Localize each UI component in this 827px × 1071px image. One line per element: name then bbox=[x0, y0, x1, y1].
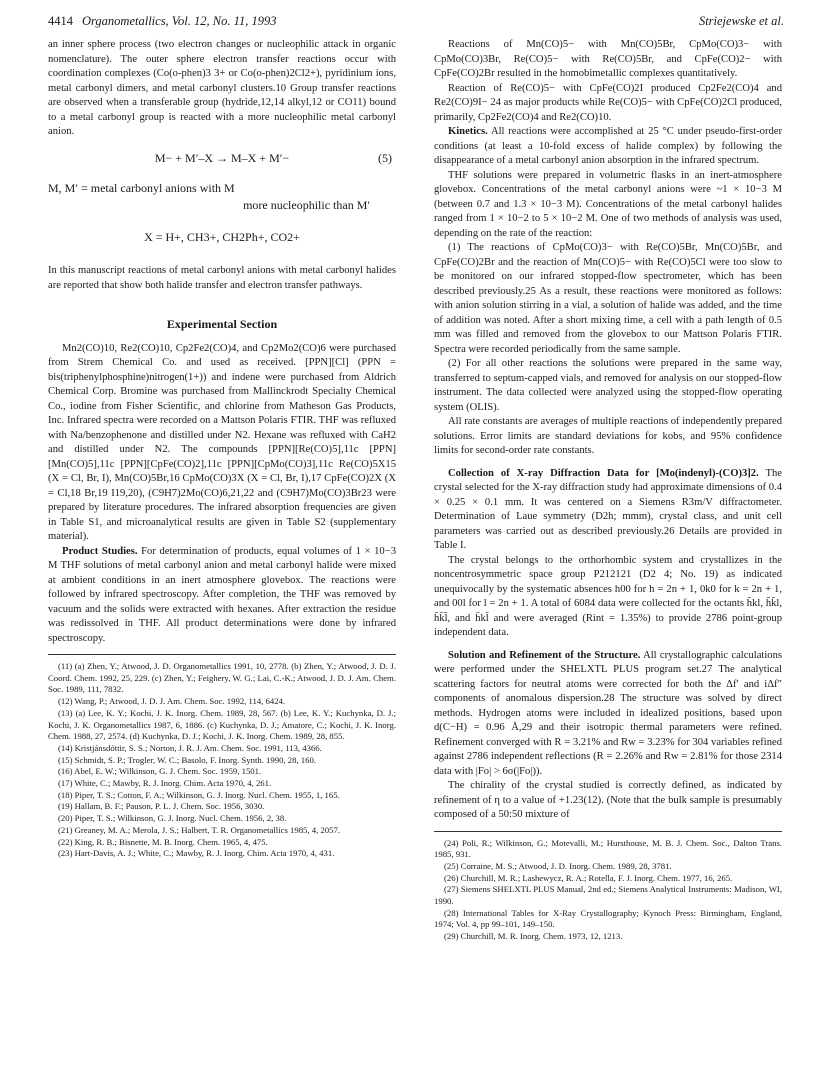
space-group-paragraph: The crystal belongs to the orthorhombic system and crystallizes in the noncentrosymmetric space group P212121 (D2 4; No. 19) as indicated unequivocally by the systematic absences h00 for h = 2n + 1, 0k0 for k = 2n + 1, and 00l for l = 2n + 1. A total of 6084 data were collected for the octants h̄kl, h̄k̄l, h̄k̄l̄, and h̄kl̄ and were averaged (Rint = 1.35%) to provide 2786 point-group independent data. bbox=[434, 554, 782, 638]
definition-line-1: M, M′ = metal carbonyl anions with M bbox=[48, 180, 235, 195]
kinetics-heading: Kinetics. bbox=[448, 126, 488, 137]
reference-list-left bbox=[48, 661, 396, 860]
intro-paragraph: an inner sphere process (two electron changes or nucleophilic attack in organic nomenclature). The outer sphere electron transfer reactions occur with coordination complexes (Co(o-phen)3 3+ or Co(o-phen)2Cl2+), pyridinium ions, metal carbonyl dimers, and metal carbonyl clusters.10 Group transfer reactions are observed when a transferable group (hydride,12,14 alkyl,12 or CO11) bound to a metal carbonyl group is reacted with a more nucleophilic metal carbonyl anion. bbox=[48, 39, 396, 137]
equation-expression: M− + M′–X → M–X + M′− bbox=[154, 150, 290, 165]
reference-entry: (19) Hallam, B. F.; Pauson, P. L. J. Chem. Soc. 1956, 3030. bbox=[58, 801, 265, 812]
left-column bbox=[48, 38, 396, 860]
page-number: 4414 bbox=[48, 14, 73, 28]
homobimetallic-paragraph: Reactions of Mn(CO)5− with Mn(CO)5Br, CpMo(CO)3− with CpMo(CO)3Br, Re(CO)5− with Re(CO)5Br, and CpFe(CO)2− with CpFe(CO)2Br resulted in the homobimetallic complexes quantitatively. bbox=[434, 39, 782, 79]
reference-entry: (21) Greaney, M. A.; Merola, J. S.; Halbert, T. R. Organometallics 1985, 4, 2057. bbox=[58, 824, 340, 835]
solutions-paragraph: THF solutions were prepared in volumetric flasks in an inert-atmosphere glovebox. Concentrations of the metal carbonyl anions were ~1 × 10−3 M (between 0.7 and 1.3 × 10−3 M). Concentrations of the metal carbonyl halides ranged from 1 × 10−2 to 5 × 10−2 M. One of two methods of analysis was used, depending on the rate of the reaction: bbox=[434, 169, 782, 239]
method-2-paragraph: (2) For all other reactions the solutions were prepared in the same way, transferred to septum-capped vials, and removed for analysis on our stopped-flow instrument. The data collected were analyzed using the stopped-flow operating system (OLIS). bbox=[434, 358, 782, 413]
section-title: Experimental Section bbox=[166, 317, 278, 331]
reference-entry: (16) Abel, E. W.; Wilkinson, G. J. Chem. Soc. 1959, 1501. bbox=[58, 766, 262, 777]
reference-entry: (23) Hart-Davis, A. J.; White, C.; Mawby, R. J. Inorg. Chim. Acta 1970, 4, 431. bbox=[58, 848, 335, 859]
footnote-rule bbox=[48, 654, 396, 655]
reference-entry: (13) (a) Lee, K. Y.; Kochi, J. K. Inorg. Chem. 1989, 28, 567. (b) Lee, K. Y.; Kuchynka, D. J.; Kochi, J. K. Organometallics 1987, 6, 1886. (c) Kuchynka, D. J.; Amatore, C.; Kochi, J. K. Inorg. Chem. 1988, 27, 2574. (d) Kuchynka, D. J.; Kochi, J. K. Inorg. Chem. 1989, 28, 855. bbox=[48, 707, 396, 742]
reference-entry: (22) King, R. B.; Bisnette, M. B. Inorg. Chem. 1965, 4, 475. bbox=[58, 836, 268, 847]
rate-constants-paragraph: All rate constants are averages of multiple reactions of independently prepared solutions. Error limits are standard deviations for kobs, and 95% confidence limits for second-order rate constants. bbox=[434, 416, 782, 456]
xray-heading: Collection of X-ray Diffraction Data for [Mo(indenyl)-(CO)3]2. bbox=[448, 467, 759, 479]
reference-entry: (15) Schmidt, S. P.; Trogler, W. C.; Basolo, F. Inorg. Synth. 1990, 28, 160. bbox=[58, 754, 317, 765]
product-studies-text: For determination of products, equal volumes of 1 × 10−3 M THF solutions of metal carbonyl anion and metal carbonyl halide were mixed at ambient conditions in an inert atmosphere glovebox. The reactions were followed by infrared spectroscopy. After completion, the THF was removed by vacuum and the solids were extracted with hexanes. After extraction the residue was redissolved in THF. All product determinations were done by infrared spectroscopy. bbox=[48, 545, 396, 644]
definition-line-2: more nucleophilic than M′ bbox=[243, 197, 370, 212]
equation-5 bbox=[48, 140, 396, 178]
refinement-text: All crystallographic calculations were performed under the SHELXTL PLUS program set.27 The analytical scattering factors for neutral atoms were corrected for both the Δf′ and iΔf″ components of anomalous dispersion.28 The structure was solved by direct methods. Hydrogen atoms were included in idealized positions, based upon d(C−H) = 0.96 Å,29 and their isotropic thermal parameters were refined. Refinement converged with R = 3.21% and Rw = 3.23% for 304 variables refined against 2786 independent reflections (R = 2.26% and Rw = 2.81% for those 2314 data with |Fo| > 6σ(|Fo|)). bbox=[434, 649, 782, 777]
reference-entry: (14) Kristjánsdóttir, S. S.; Norton, J. R. J. Am. Chem. Soc. 1991, 113, 4366. bbox=[58, 742, 322, 753]
equation-number: (5) bbox=[378, 150, 392, 165]
reference-entry: (28) International Tables for X-Ray Crystallography; Kynoch Press: Birmingham, England, 1974; Vol. 4, pp 99–101, 149–150. bbox=[434, 907, 782, 930]
right-column bbox=[434, 38, 782, 943]
kinetics-text: All reactions were accomplished at 25 °C under pseudo-first-order conditions (at least a 10-fold excess of halide complex) by following the disappearance of a metal carbonyl anion absorption in the infrared spectrum. bbox=[434, 126, 782, 166]
footnote-rule bbox=[434, 831, 782, 832]
reference-entry: (18) Piper, T. S.; Cotton, F. A.; Wilkinson, G. J. Inorg. Nucl. Chem. 1955, 1, 165. bbox=[58, 789, 340, 800]
refinement-paragraph bbox=[434, 649, 782, 780]
method-1-paragraph: (1) The reactions of CpMo(CO)3− with Re(CO)5Br, Mn(CO)5Br, and CpFe(CO)2Br and the reaction of Mn(CO)5− with Re(CO)5Cl were too slow to be monitored on our infrared stopped-flow spectrometer, which has been described previously.25 As a result, these reactions were monitored as follows: with anion solution stirring in a vial, a solution of halide was added, and the time of addition was noted. After a short mixing time, a cell with a path length of 0.5 mm was filled and removed from the glovebox to our Mattson Polaris FTIR. Spectra were recorded periodically from the same sample. bbox=[434, 242, 782, 355]
transfer-group-definition: X = H+, CH3+, CH2Ph+, CO2+ bbox=[144, 229, 300, 244]
product-studies-paragraph bbox=[48, 545, 396, 647]
xray-collection-paragraph bbox=[434, 467, 782, 554]
reference-entry: (27) Siemens SHELXTL PLUS Manual, 2nd ed.; Siemens Analytical Instruments: Madison, WI, 1990. bbox=[434, 884, 782, 907]
reference-entry: (20) Piper, T. S.; Wilkinson, G. J. Inorg. Nucl. Chem. 1956, 2, 38. bbox=[58, 813, 287, 824]
kinetics-paragraph bbox=[434, 125, 782, 169]
reference-entry: (12) Wang, P.; Atwood, J. D. J. Am. Chem. Soc. 1992, 114, 6424. bbox=[58, 696, 286, 707]
product-studies-heading: Product Studies. bbox=[62, 545, 138, 557]
mixed-products-paragraph: Reaction of Re(CO)5− with CpFe(CO)2I produced Cp2Fe2(CO)4 and Re2(CO)9I− 24 as major products while Re(CO)5− with CpFe(CO)2Cl produced, primarily, Cp2Fe2(CO)4 and Re2(CO)10. bbox=[434, 82, 782, 123]
running-header bbox=[48, 10, 784, 32]
manuscript-paragraph: In this manuscript reactions of metal carbonyl anions with metal carbonyl halides are reported that show both halide transfer and electron transfer pathways. bbox=[48, 265, 396, 291]
reference-list-right bbox=[434, 838, 782, 943]
refinement-heading: Solution and Refinement of the Structure. bbox=[448, 649, 641, 661]
reference-entry: (29) Churchill, M. R. Inorg. Chem. 1973, 12, 1213. bbox=[444, 931, 623, 942]
reference-entry: (26) Churchill, M. R.; Lashewycz, R. A.; Rotella, F. J. Inorg. Chem. 1977, 16, 265. bbox=[444, 872, 733, 883]
materials-paragraph: Mn2(CO)10, Re2(CO)10, Cp2Fe2(CO)4, and Cp2Mo2(CO)6 were purchased from Strem Chemical Co. and used as received. [PPN][Cl] (PPN = bis(triphenylphosphine)nitrogen(1+)) and indene were purchased from Aldrich Chemical Corp. Bromine was purchased from Mallinckrodt Specialty Chemical Co., iodine from Fisher Scientific, and chlorine from Matheson Gas Products, Inc. Infrared spectra were recorded on a Mattson Polaris FTIR. THF was refluxed with Na/benzophenone and distilled under N2. Hexane was refluxed with CaH2 and distilled under N2. The compounds [PPN][Re(CO)5],11c [PPN][Mn(CO)5],11c [PPN][CpFe(CO)2],11c [PPN][CpMo(CO)3],11c Re(CO)5X15 (X = Cl, Br, I), Mn(CO)5Br,16 CpMo(CO)3X (X = Cl, Br, I),17 CpFe(CO)2X (X = Cl,18 Br,19 I19,20), (C9H7)2Mo(CO)6,21,22 and (C9H7)Mo(CO)3Br23 were prepared by literature procedures. The infrared absorption frequencies are given in Table S1, and microanalytical results are given in Table S2 (supplementary material). bbox=[48, 342, 396, 542]
reference-entry: (24) Poli, R.; Wilkinson, G.; Motevalli, M.; Hursthouse, M. B. J. Chem. Soc., Dalton Trans. 1985, 931. bbox=[434, 837, 782, 860]
running-authors: Striejewske et al. bbox=[698, 14, 784, 28]
equation-definitions bbox=[48, 180, 396, 214]
reference-entry: (17) White, C.; Mawby, R. J. Inorg. Chim. Acta 1970, 4, 261. bbox=[58, 778, 272, 789]
xray-text: The crystal selected for the X-ray diffraction study had approximate dimensions of 0.4 × 0.25 × 0.1 mm. It was centered on a Siemens R3m/V diffractometer. Determination of Laue symmetry (D2h; mmm), crystal class, and unit cell parameters was carried out as described previously.26 Details are provided in Table I. bbox=[434, 467, 782, 551]
reference-entry: (11) (a) Zhen, Y.; Atwood, J. D. Organometallics 1991, 10, 2778. (b) Zhen, Y.; Atwood, J. D. J. Coord. Chem. 1992, 25, 229. (c) Zhen, Y.; Feighery, W. G.; Lai, C.-K.; Atwood, J. D. J. Am. Chem. Soc. 1989, 111, 7832. bbox=[48, 661, 396, 695]
chirality-paragraph: The chirality of the crystal studied is correctly defined, as indicated by refinement of η to a value of +1.23(12). (Note that the bulk sample is presumably composed of a 50:50 mixture of bbox=[434, 780, 782, 820]
journal-citation: Organometallics, Vol. 12, No. 11, 1993 bbox=[82, 14, 277, 28]
reference-entry: (25) Corraine, M. S.; Atwood, J. D. Inorg. Chem. 1989, 28, 3781. bbox=[444, 860, 672, 871]
